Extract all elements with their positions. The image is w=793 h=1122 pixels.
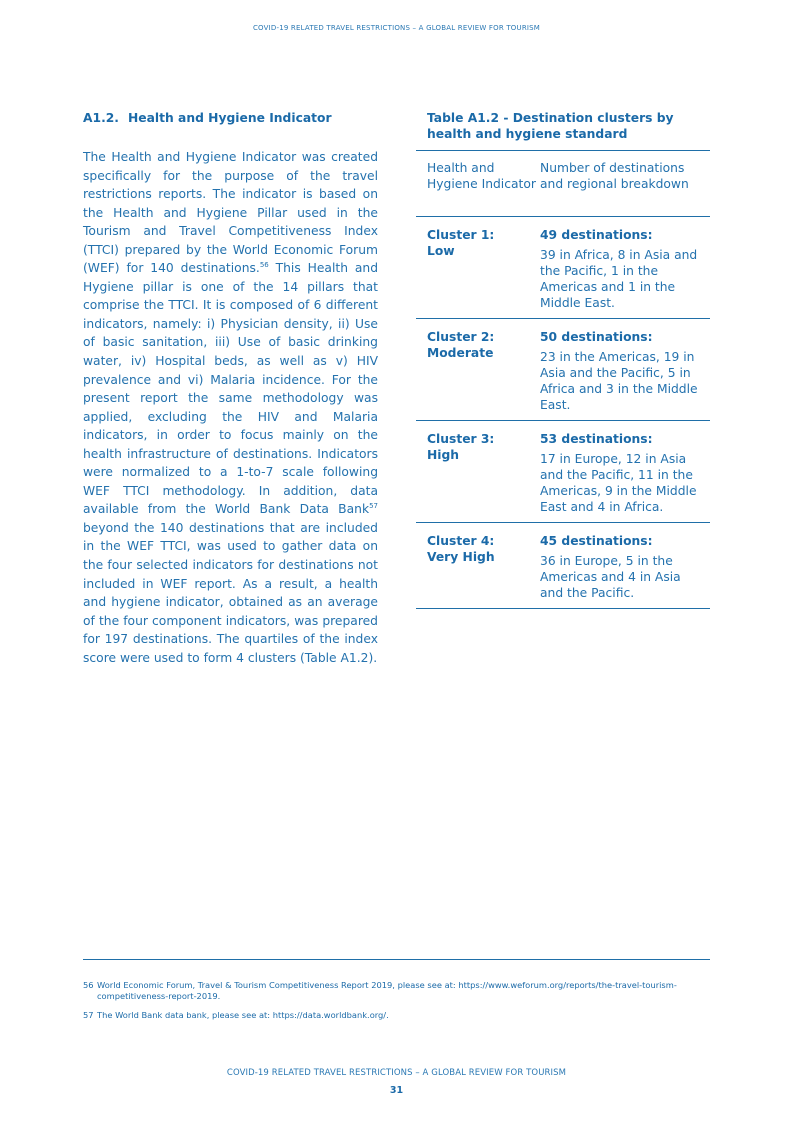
cluster-breakdown: 23 in the Americas, 19 in Asia and the Pacific, 5 in Africa and 3 in the Middle East. (540, 350, 698, 412)
cluster-breakdown: 17 in Europe, 12 in Asia and the Pacific, 11 in the Americas, 9 in the Middle East and 4 in Africa. (540, 452, 697, 514)
cluster-label-cell (416, 421, 540, 523)
table-row (416, 523, 710, 609)
footnote-ref: 57 (369, 502, 378, 511)
clusters-table (416, 150, 710, 609)
cluster-detail-cell (540, 319, 710, 421)
cluster-count: 49 destinations: (540, 228, 653, 242)
cluster-label: Cluster 1: (427, 228, 495, 242)
section-title: Health and Hygiene Indicator (127, 111, 332, 125)
footnote-number: 56 (83, 980, 94, 990)
table-row (416, 319, 710, 421)
col2-header: Number of destinations and regional breakdown (540, 161, 689, 191)
cluster-count: 53 destinations: (540, 432, 653, 446)
cluster-breakdown: 39 in Africa, 8 in Asia and the Pacific, 1 in the Americas and 1 in the Middle East. (540, 248, 698, 310)
cluster-level: Very High (427, 550, 495, 564)
body-text-part: This Health and Hygiene pillar is one of the 14 pillars that comprise the TTCI. It is composed of 6 different indicators, namely: i) Physician density, ii) Use of basic sanitation, iii) Use of basic drinking water, iv) Hospital beds, as well as v) HIV prevalence and vi) Malaria incidence. For the present report the same methodology was applied, excluding the HIV and Malaria indicators, in order to focus mainly on the health infrastructure of destinations. Indicators were normalized to a 1-to-7 scale following WEF TTCI methodology. In addition, data available from the World Bank Data Bank (83, 261, 378, 517)
page-number: 31 (389, 1085, 404, 1096)
footnote-divider (83, 959, 710, 960)
table-row (416, 217, 710, 319)
footnotes (83, 980, 710, 1029)
cluster-level: Moderate (427, 346, 494, 360)
cluster-label-cell (416, 217, 540, 319)
running-header: COVID-19 RELATED TRAVEL RESTRICTIONS – A GLOBAL REVIEW FOR TOURISM (252, 24, 541, 32)
section-heading (83, 110, 378, 127)
cluster-count: 50 destinations: (540, 330, 653, 344)
table-header-row (416, 151, 710, 217)
cluster-label-cell (416, 319, 540, 421)
table-column (416, 110, 710, 609)
cluster-label: Cluster 2: (427, 330, 495, 344)
cluster-detail-cell (540, 421, 710, 523)
col1-header: Health and Hygiene Indicator (427, 161, 536, 191)
cluster-detail-cell (540, 523, 710, 609)
table-caption: Table A1.2 - Destination clusters by health and hygiene standard (427, 111, 674, 141)
cluster-label-cell (416, 523, 540, 609)
running-footer: COVID-19 RELATED TRAVEL RESTRICTIONS – A GLOBAL REVIEW FOR TOURISM (226, 1068, 567, 1078)
cluster-level: Low (427, 244, 455, 258)
footnote (83, 1010, 710, 1021)
footnote-number: 57 (83, 1010, 94, 1020)
table-row (416, 421, 710, 523)
cluster-count: 45 destinations: (540, 534, 653, 548)
footnote (83, 980, 710, 1002)
footnote-text[interactable]: The World Bank data bank, please see at: https://data.worldbank.org/. (97, 1010, 389, 1020)
body-text-part: The Health and Hygiene Indicator was created specifically for the purpose of the travel restrictions reports. The indicator is based on the Health and Hygiene Pillar used in the Tourism and Travel Competitiveness Index (TTCI) prepared by the World Economic Forum (WEF) for 140 destinations. (83, 150, 378, 276)
cluster-label: Cluster 3: (427, 432, 495, 446)
body-text-part: beyond the 140 destinations that are included in the WEF TTCI, was used to gather data on the four selected indicators for destinations not included in WEF report. As a result, a health and hygiene indicator, obtained as an average of the four component indicators, was prepared for 197 destinations. The quartiles of the index score were used to form 4 clusters (Table A1.2). (83, 520, 378, 665)
cluster-breakdown: 36 in Europe, 5 in the Americas and 4 in Asia and the Pacific. (540, 554, 681, 600)
footnote-text[interactable]: World Economic Forum, Travel & Tourism Competitiveness Report 2019, please see at: https://www.weforum.org/reports/the-travel-tourism-competitiveness-report-2019. (97, 980, 677, 1001)
section-body (83, 148, 378, 667)
cluster-level: High (427, 448, 460, 462)
cluster-detail-cell (540, 217, 710, 319)
footnote-ref: 56 (259, 261, 269, 270)
section-number: A1.2. (83, 111, 119, 125)
section-column (83, 110, 378, 667)
cluster-label: Cluster 4: (427, 534, 495, 548)
